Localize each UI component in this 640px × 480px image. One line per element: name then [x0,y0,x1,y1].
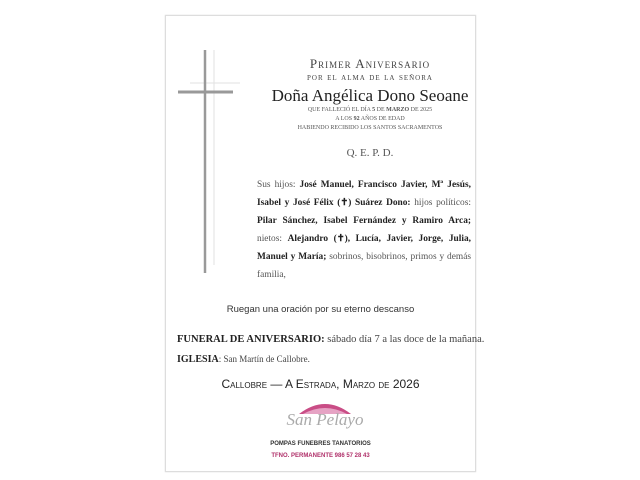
funeral-info: FUNERAL DE ANIVERSARIO: sábado día 7 a las doce de la mañana. [177,334,485,345]
sacraments: HABIENDO RECIBIDO LOS SANTOS SACRAMENTOS [297,125,443,131]
qepd: Q. E. P. D. [346,147,394,159]
place-date: Callobre — A Estrada, Marzo de 2026 [221,377,420,391]
company-logo-text: San Pelayo [286,410,364,429]
company-name: POMPAS FUNEBRES TANATORIOS [270,441,371,447]
anniversary-title: Primer Aniversario [309,56,431,71]
death-date: QUE FALLECIÓ EL DÍA 5 DE MARZO DE 2025 [307,107,433,113]
family-paragraph: Sus hijos: José Manuel, Francisco Javier, Mª Jesús, Isabel y José Félix (✝) Suárez Dono: hijos políticos: Pilar Sánchez, Isabel Fernández y Ramiro Arca; nietos: Alejandro (✝), Lucía, Javier, Jorge, Julia, Manuel y María; sobrinos, bisobrinos, primos y demás familia, [257,180,472,280]
church-info: IGLESIA: San Martín de Callobre. [177,354,310,365]
prayer-text: Ruegan una oración por su eterno descanso [226,304,415,315]
age: A LOS 92 AÑOS DE EDAD [335,116,405,122]
cross-icon [170,45,250,280]
subtitle: por el alma de la señora [307,72,433,83]
deceased-name: Doña Angélica Dono Seoane [271,86,469,105]
phone-number: TFNO. PERMANENTE 986 57 28 43 [271,453,370,459]
